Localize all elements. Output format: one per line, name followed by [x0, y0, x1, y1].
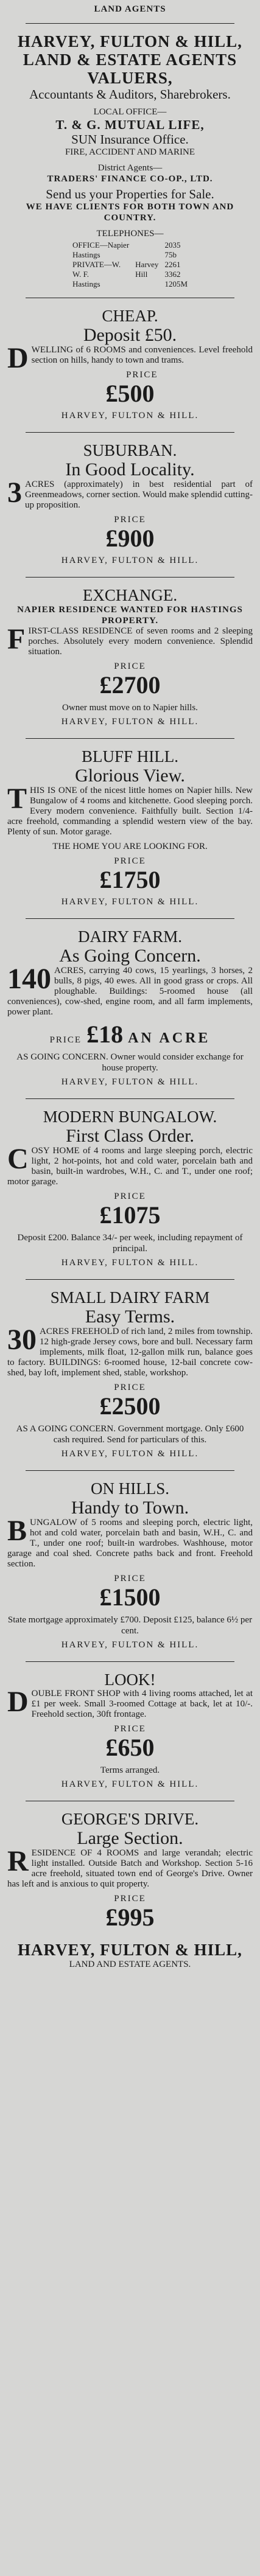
signature: HARVEY, FULTON & HILL. [61, 556, 199, 565]
price-label: PRICE [126, 370, 158, 380]
local-office-label: LOCAL OFFICE— [93, 107, 167, 117]
price-block [7, 1723, 253, 1761]
signature: HARVEY, FULTON & HILL. [61, 717, 199, 727]
listing-exchange [7, 586, 253, 730]
listing-title: DAIRY FARM. [77, 927, 183, 946]
listing-subtitle: In Good Locality. [65, 459, 195, 480]
signature: HARVEY, FULTON & HILL. [61, 1640, 199, 1650]
listing-text: OSY HOME of 4 rooms and large sleeping porch, electric light, 2 hot-points, hot and cold water, porcelain bath and basin, built-in wardrobes, W.H., C. and T., under one roof; motor garage. [7, 1146, 253, 1187]
price-label: PRICE [114, 1894, 146, 1904]
signature: HARVEY, FULTON & HILL. [61, 1779, 199, 1789]
drop-cap: B [7, 1515, 27, 1547]
divider [26, 1661, 234, 1662]
listing-cheap [7, 307, 253, 424]
column-title: LAND AGENTS [94, 4, 166, 14]
listing-subtitle: NAPIER RESIDENCE WANTED FOR HASTINGS PROPERTY. [17, 605, 243, 626]
table-row: W. F. Hill 3362 [72, 270, 181, 279]
trade-line: LAND & ESTATE AGENTS VALUERS, [23, 51, 237, 87]
listing-subtitle: As Going Concern. [59, 946, 201, 966]
listing-title: ON HILLS. [91, 1479, 169, 1498]
listing-text: ACRES, carrying 40 cows, 15 yearlings, 3 horses, 2 bulls, 8 pigs, 40 ewes. All in good grass or crops. All ploughable. Buildings: 5-roomed house (all conveniences), cow-shed, engine room, and all farm implements, power plant. [7, 966, 253, 1017]
price-label: PRICE [114, 661, 146, 671]
price-label: PRICE [114, 1724, 146, 1734]
accountants-line: Accountants & Auditors, Sharebrokers. [29, 87, 231, 102]
sun-line: SUN Insurance Office. [71, 132, 189, 147]
price-label: PRICE [114, 1574, 146, 1583]
listing-note: AS A GOING CONCERN. Government mortgage. Only £600 cash required. Send for particulars of this. [16, 1424, 244, 1445]
price-block [7, 661, 253, 699]
listing-text: ACRES (approximately) in best residential part of Greenmeadows, corner section. Would make splendid cutting-up proposition. [25, 480, 253, 510]
firm-header [7, 32, 253, 289]
listing-georges-drive [7, 1810, 253, 1935]
divider [26, 1279, 234, 1280]
drop-cap: F [7, 623, 26, 655]
price-label: PRICE [114, 1192, 146, 1201]
fire-line: FIRE, ACCIDENT AND MARINE [65, 147, 195, 157]
listing-subtitle: Deposit £50. [83, 325, 177, 345]
price-block [7, 1021, 253, 1048]
listing-subtitle: Handy to Town. [71, 1498, 189, 1518]
price-value: £2500 [99, 1392, 161, 1420]
table-row: OFFICE—Napier 2035 [72, 240, 181, 250]
drop-cap: D [7, 1686, 29, 1718]
price-label: PRICE [114, 856, 146, 866]
drop-cap: D [7, 342, 29, 374]
listing-title: SUBURBAN. [83, 441, 177, 459]
price-suffix: AN ACRE [128, 1030, 211, 1046]
listing-note: State mortgage approximately £700. Deposit £125, balance 6½ per cent. [7, 1615, 253, 1636]
listing-body [7, 1515, 253, 1569]
drop-cap: 30 [7, 1324, 37, 1356]
footer [7, 1941, 253, 1970]
drop-cap: C [7, 1143, 29, 1175]
listing-note: Deposit £200. Balance 34/- per week, including repayment of principal. [17, 1233, 243, 1254]
listing-note: Terms arranged. [100, 1765, 160, 1775]
listing-bluff-hill [7, 747, 253, 910]
listing-text: OUBLE FRONT SHOP with 4 living rooms attached, let at £1 per week. Small 3-roomed Cottage at back, let at 10/-. Freehold section, 30ft frontage. [31, 1689, 253, 1719]
listing-body [7, 476, 253, 511]
divider [26, 432, 234, 433]
district-label: District Agents— [97, 163, 163, 173]
listing-body [7, 1324, 253, 1378]
divider [26, 918, 234, 919]
listing-title: MODERN BUNGALOW. [43, 1108, 217, 1126]
footer-tagline: LAND AND ESTATE AGENTS. [69, 1960, 191, 1969]
traders-line: TRADERS' FINANCE CO-OP., LTD. [47, 174, 213, 184]
listing-small-dairy-farm [7, 1288, 253, 1462]
listing-suburban [7, 441, 253, 568]
listing-body [7, 783, 253, 837]
price-block [7, 1191, 253, 1229]
listing-modern-bungalow [7, 1108, 253, 1271]
firm-name: HARVEY, FULTON & HILL, [18, 32, 242, 51]
listing-text: ACRES FREEHOLD of rich land, 2 miles from township. 12 high-grade Jersey cows, bore and bull. Necessary farm implements, milk float, 12-gallon milk run, balance goes to factory. BUILDINGS: 6-roomed house, 12-bail concrete cow-shed, bay loft, implement shed, stable, workshop. [7, 1327, 253, 1378]
listing-text: HIS IS ONE of the nicest little homes on Napier hills. New Bungalow of 4 rooms and kitchenette. Good sleeping porch. Every modern convenience. Faithfully built. Section 1/4-acre freehold, commanding a splendid western view of the bay. Plenty of sun. Motor garage. [7, 786, 253, 837]
listing-note: Owner must move on to Napier hills. [62, 703, 198, 713]
listing-title: SMALL DAIRY FARM [50, 1288, 210, 1307]
drop-cap: R [7, 1845, 29, 1877]
listing-title: GEORGE'S DRIVE. [61, 1810, 199, 1828]
signature: HARVEY, FULTON & HILL. [61, 1258, 199, 1268]
telephone-table [69, 240, 191, 289]
price-value: £900 [105, 525, 155, 552]
price-block [7, 514, 253, 552]
listing-note: AS GOING CONCERN. Owner would consider exchange for house property. [16, 1052, 244, 1073]
listing-title: BLUFF HILL. [81, 747, 178, 766]
listing-subtitle: First Class Order. [66, 1126, 194, 1146]
listing-body [7, 963, 253, 1017]
listing-body [7, 623, 253, 657]
drop-cap: 3 [7, 476, 22, 509]
price-value: £18 [86, 1021, 124, 1048]
price-value: £1075 [99, 1201, 161, 1229]
price-block [7, 1382, 253, 1420]
listing-body [7, 1686, 253, 1720]
listing-on-hills [7, 1479, 253, 1653]
price-value: £500 [105, 380, 155, 407]
divider [26, 23, 234, 24]
newspaper-column [7, 0, 253, 1970]
listing-subtitle: Large Section. [77, 1828, 183, 1848]
price-block [7, 1893, 253, 1931]
table-row: Hastings 1205M [72, 279, 188, 288]
listing-dairy-farm [7, 927, 253, 1090]
table-row: PRIVATE—W. Harvey 2261 [72, 260, 181, 269]
price-value: £995 [105, 1904, 155, 1931]
listing-title: LOOK! [104, 1670, 156, 1689]
table-row: Hastings 75b [72, 250, 177, 259]
footer-firm-name: HARVEY, FULTON & HILL, [18, 1941, 242, 1959]
price-block [7, 369, 253, 407]
listing-subtitle: Easy Terms. [85, 1307, 175, 1327]
price-value: £1500 [99, 1583, 161, 1611]
mutual-line: T. & G. MUTUAL LIFE, [55, 117, 205, 132]
telephones-label: TELEPHONES— [96, 229, 164, 239]
listing-body [7, 342, 253, 374]
price-label: PRICE [114, 515, 146, 525]
divider [26, 577, 234, 578]
listing-title: CHEAP. [102, 307, 158, 325]
listing-text: UNGALOW of 5 rooms and sleeping porch, electric light, hot and cold water, porcelain bath and basin, W.H., C. and T., under one roof; built-in wardrobes. Washhouse, motor garage and coal shed. Concrete paths back and front. Freehold section. [7, 1518, 253, 1569]
divider [26, 738, 234, 739]
listing-look [7, 1670, 253, 1792]
signature: HARVEY, FULTON & HILL. [61, 897, 199, 907]
listing-body [7, 1845, 253, 1890]
listing-tagline: THE HOME YOU ARE LOOKING FOR. [52, 842, 208, 851]
drop-cap: 140 [7, 963, 51, 995]
listing-body [7, 1143, 253, 1187]
price-block [7, 1573, 253, 1611]
divider [26, 1098, 234, 1099]
price-label: PRICE [114, 1383, 146, 1392]
price-label: PRICE [49, 1035, 82, 1045]
divider [26, 1470, 234, 1471]
price-value: £1750 [99, 866, 161, 893]
clients-line: WE HAVE CLIENTS FOR BOTH TOWN AND COUNTRY. [26, 202, 234, 223]
signature: HARVEY, FULTON & HILL. [61, 411, 199, 421]
listing-text: IRST-CLASS RESIDENCE of seven rooms and 2 sleeping porches. Absolutely every modern convenience. Splendid situation. [28, 626, 253, 657]
send-line: Send us your Properties for Sale. [46, 187, 214, 201]
price-block [7, 856, 253, 893]
listing-text: ESIDENCE OF 4 ROOMS and large verandah; electric light installed. Outside Batch and Workshop. Section 5-16 acre freehold, situated town end of George's Drive. Owner has left and is anxious to quit property. [7, 1848, 253, 1889]
signature: HARVEY, FULTON & HILL. [61, 1449, 199, 1459]
price-value: £2700 [99, 671, 161, 699]
listing-subtitle: Glorious View. [75, 766, 185, 786]
listing-title: EXCHANGE. [82, 586, 178, 604]
signature: HARVEY, FULTON & HILL. [61, 1077, 199, 1087]
drop-cap: T [7, 783, 27, 815]
price-value: £650 [105, 1734, 155, 1761]
listing-text: WELLING of 6 ROOMS and conveniences. Level freehold section on hills, handy to town and trams. [31, 345, 253, 365]
